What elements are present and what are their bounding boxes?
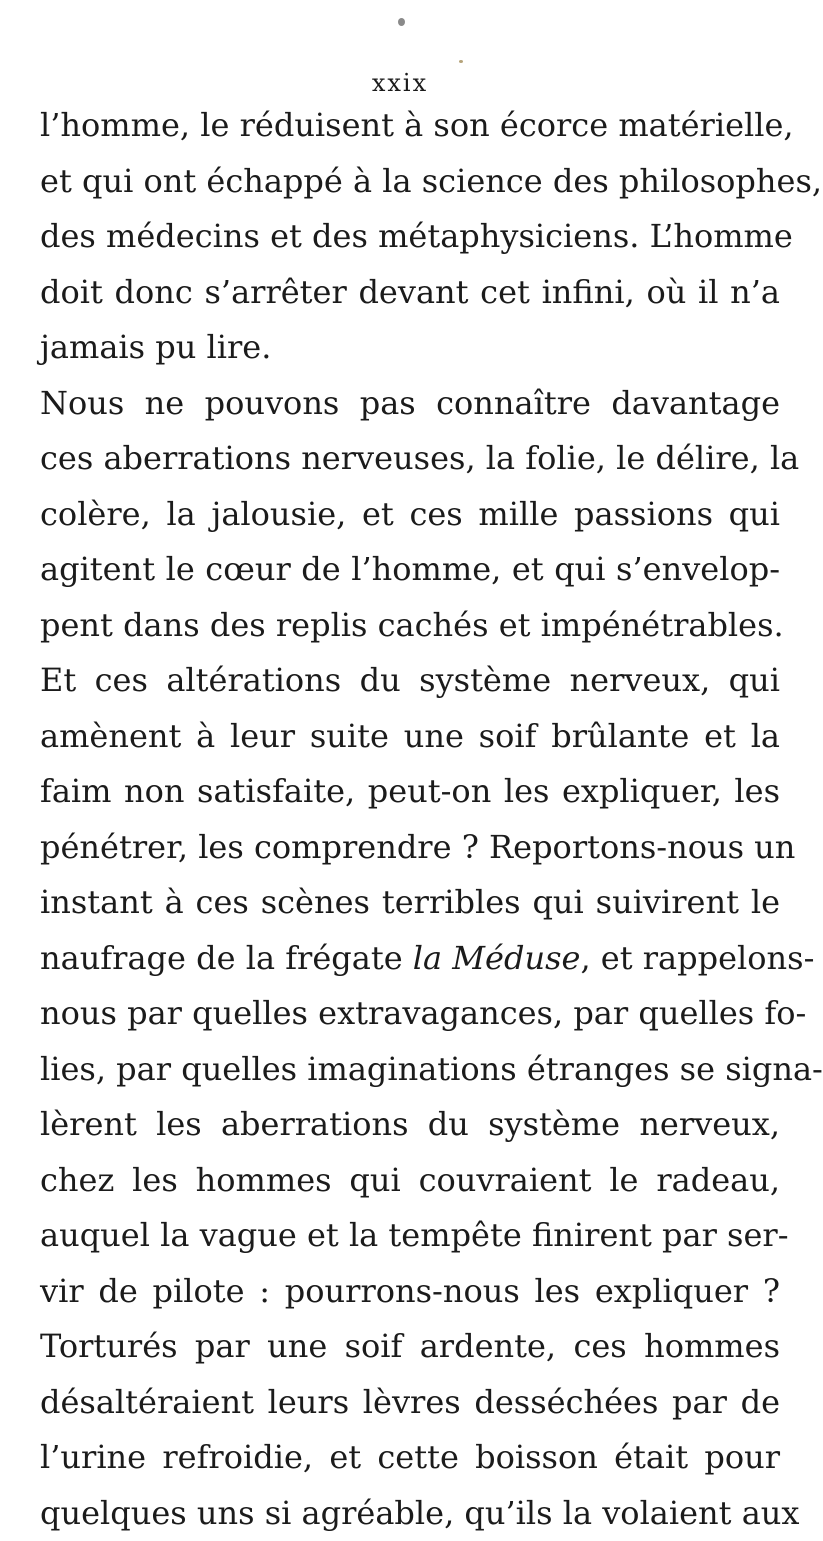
text-line: des médecins et des métaphysiciens. L’homme bbox=[40, 209, 780, 265]
text-line: Et ces altérations du système nerveux, qui bbox=[40, 653, 780, 709]
text-line: auquel la vague et la tempête finirent par ser- bbox=[40, 1208, 780, 1264]
text-line: nous par quelles extravagances, par quelles fo- bbox=[40, 986, 780, 1042]
text-line: ces aberrations nerveuses, la folie, le délire, la bbox=[40, 431, 780, 487]
text-line: quelques uns si agréable, qu’ils la volaient aux bbox=[40, 1486, 780, 1541]
text-line: désaltéraient leurs lèvres desséchées par de bbox=[40, 1375, 780, 1431]
text-line: pent dans des replis cachés et impénétrables. bbox=[40, 598, 780, 654]
text-line: doit donc s’arrêter devant cet infini, où il n’a bbox=[40, 265, 780, 321]
text-line: colère, la jalousie, et ces mille passions qui bbox=[40, 487, 780, 543]
ink-speck bbox=[459, 60, 463, 63]
text-line: lies, par quelles imaginations étranges se signa- bbox=[40, 1042, 780, 1098]
text-segment: , et rappelons- bbox=[580, 939, 814, 977]
text-segment: naufrage de la frégate bbox=[40, 939, 413, 977]
text-line: et qui ont échappé à la science des philosophes, bbox=[40, 154, 780, 210]
text-line: pénétrer, les comprendre ? Reportons-nous un bbox=[40, 820, 780, 876]
text-line-with-italic bbox=[40, 931, 780, 987]
body-text bbox=[40, 98, 780, 1541]
text-line: lèrent les aberrations du système nerveux, bbox=[40, 1097, 780, 1153]
text-line: amènent à leur suite une soif brûlante et la bbox=[40, 709, 780, 765]
text-line: instant à ces scènes terribles qui suivirent le bbox=[40, 875, 780, 931]
text-line: faim non satisfaite, peut-on les expliquer, les bbox=[40, 764, 780, 820]
text-line: Nous ne pouvons pas connaître davantage bbox=[40, 376, 780, 432]
text-line: Torturés par une soif ardente, ces hommes bbox=[40, 1319, 780, 1375]
ship-name-italic: la Méduse bbox=[413, 939, 581, 977]
text-line: vir de pilote : pourrons-nous les expliquer ? bbox=[40, 1264, 780, 1320]
text-line: chez les hommes qui couvraient le radeau, bbox=[40, 1153, 780, 1209]
ink-speck bbox=[398, 18, 405, 26]
text-line: l’homme, le réduisent à son écorce matérielle, bbox=[40, 98, 780, 154]
text-line: l’urine refroidie, et cette boisson était pour bbox=[40, 1430, 780, 1486]
text-line: jamais pu lire. bbox=[40, 320, 780, 376]
text-line: agitent le cœur de l’homme, et qui s’envelop- bbox=[40, 542, 780, 598]
page-number: xxix bbox=[0, 68, 800, 98]
